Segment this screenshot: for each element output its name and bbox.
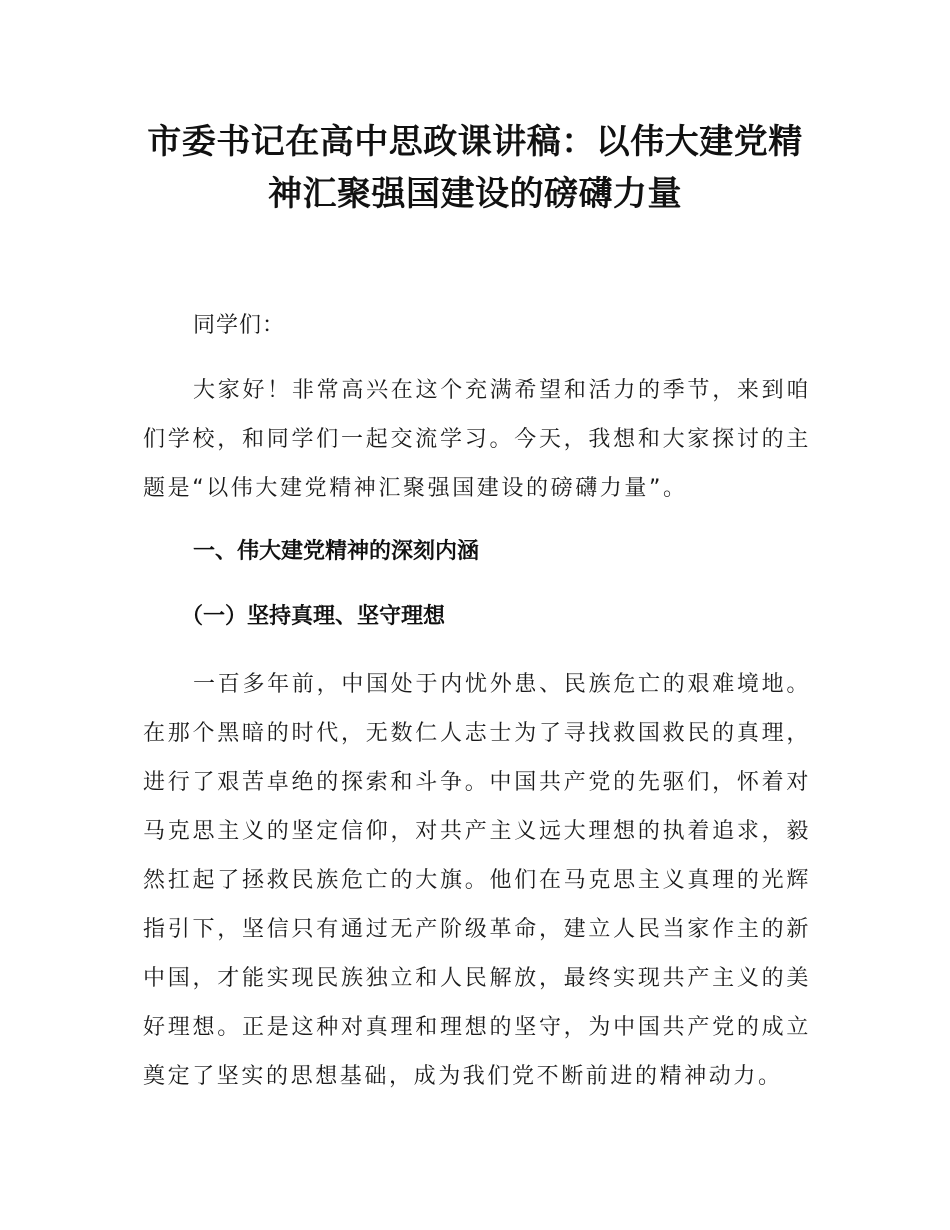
document-title bbox=[140, 116, 810, 220]
document-title-line-2: 神汇聚强国建设的磅礴力量 bbox=[268, 174, 682, 214]
body-paragraph-history: 一百多年前，中国处于内忧外患、民族危亡的艰难境地。在那个黑暗的时代，无数仁人志士为了寻找救国救民的真理，进行了艰苦卓绝的探索和斗争。中国共产党的先驱们，怀着对马克思主义的坚定信仰，对共产主义远大理想的执着追求，毅然扛起了拯救民族危亡的大旗。他们在马克思主义真理的光辉指引下，坚信只有通过无产阶级革命，建立人民当家作主的新中国，才能实现民族独立和人民解放，最终实现共产主义的美好理想。正是这种对真理和理想的坚守，为中国共产党的成立奠定了坚实的思想基础，成为我们党不断前进的精神动力。 bbox=[143, 672, 811, 1089]
section-heading: 一、伟大建党精神的深刻内涵 bbox=[193, 539, 480, 564]
body-paragraph-greeting: 大家好！非常高兴在这个充满希望和活力的季节，来到咱们学校，和同学们一起交流学习。今天，我想和大家探讨的主题是“以伟大建党精神汇聚强国建设的磅礴力量”。 bbox=[143, 378, 811, 501]
subsection-heading: （一）坚持真理、坚守理想 bbox=[181, 604, 446, 629]
salutation: 同学们： bbox=[193, 313, 286, 338]
document-title-line-1: 市委书记在高中思政课讲稿：以伟大建党精 bbox=[147, 122, 803, 162]
